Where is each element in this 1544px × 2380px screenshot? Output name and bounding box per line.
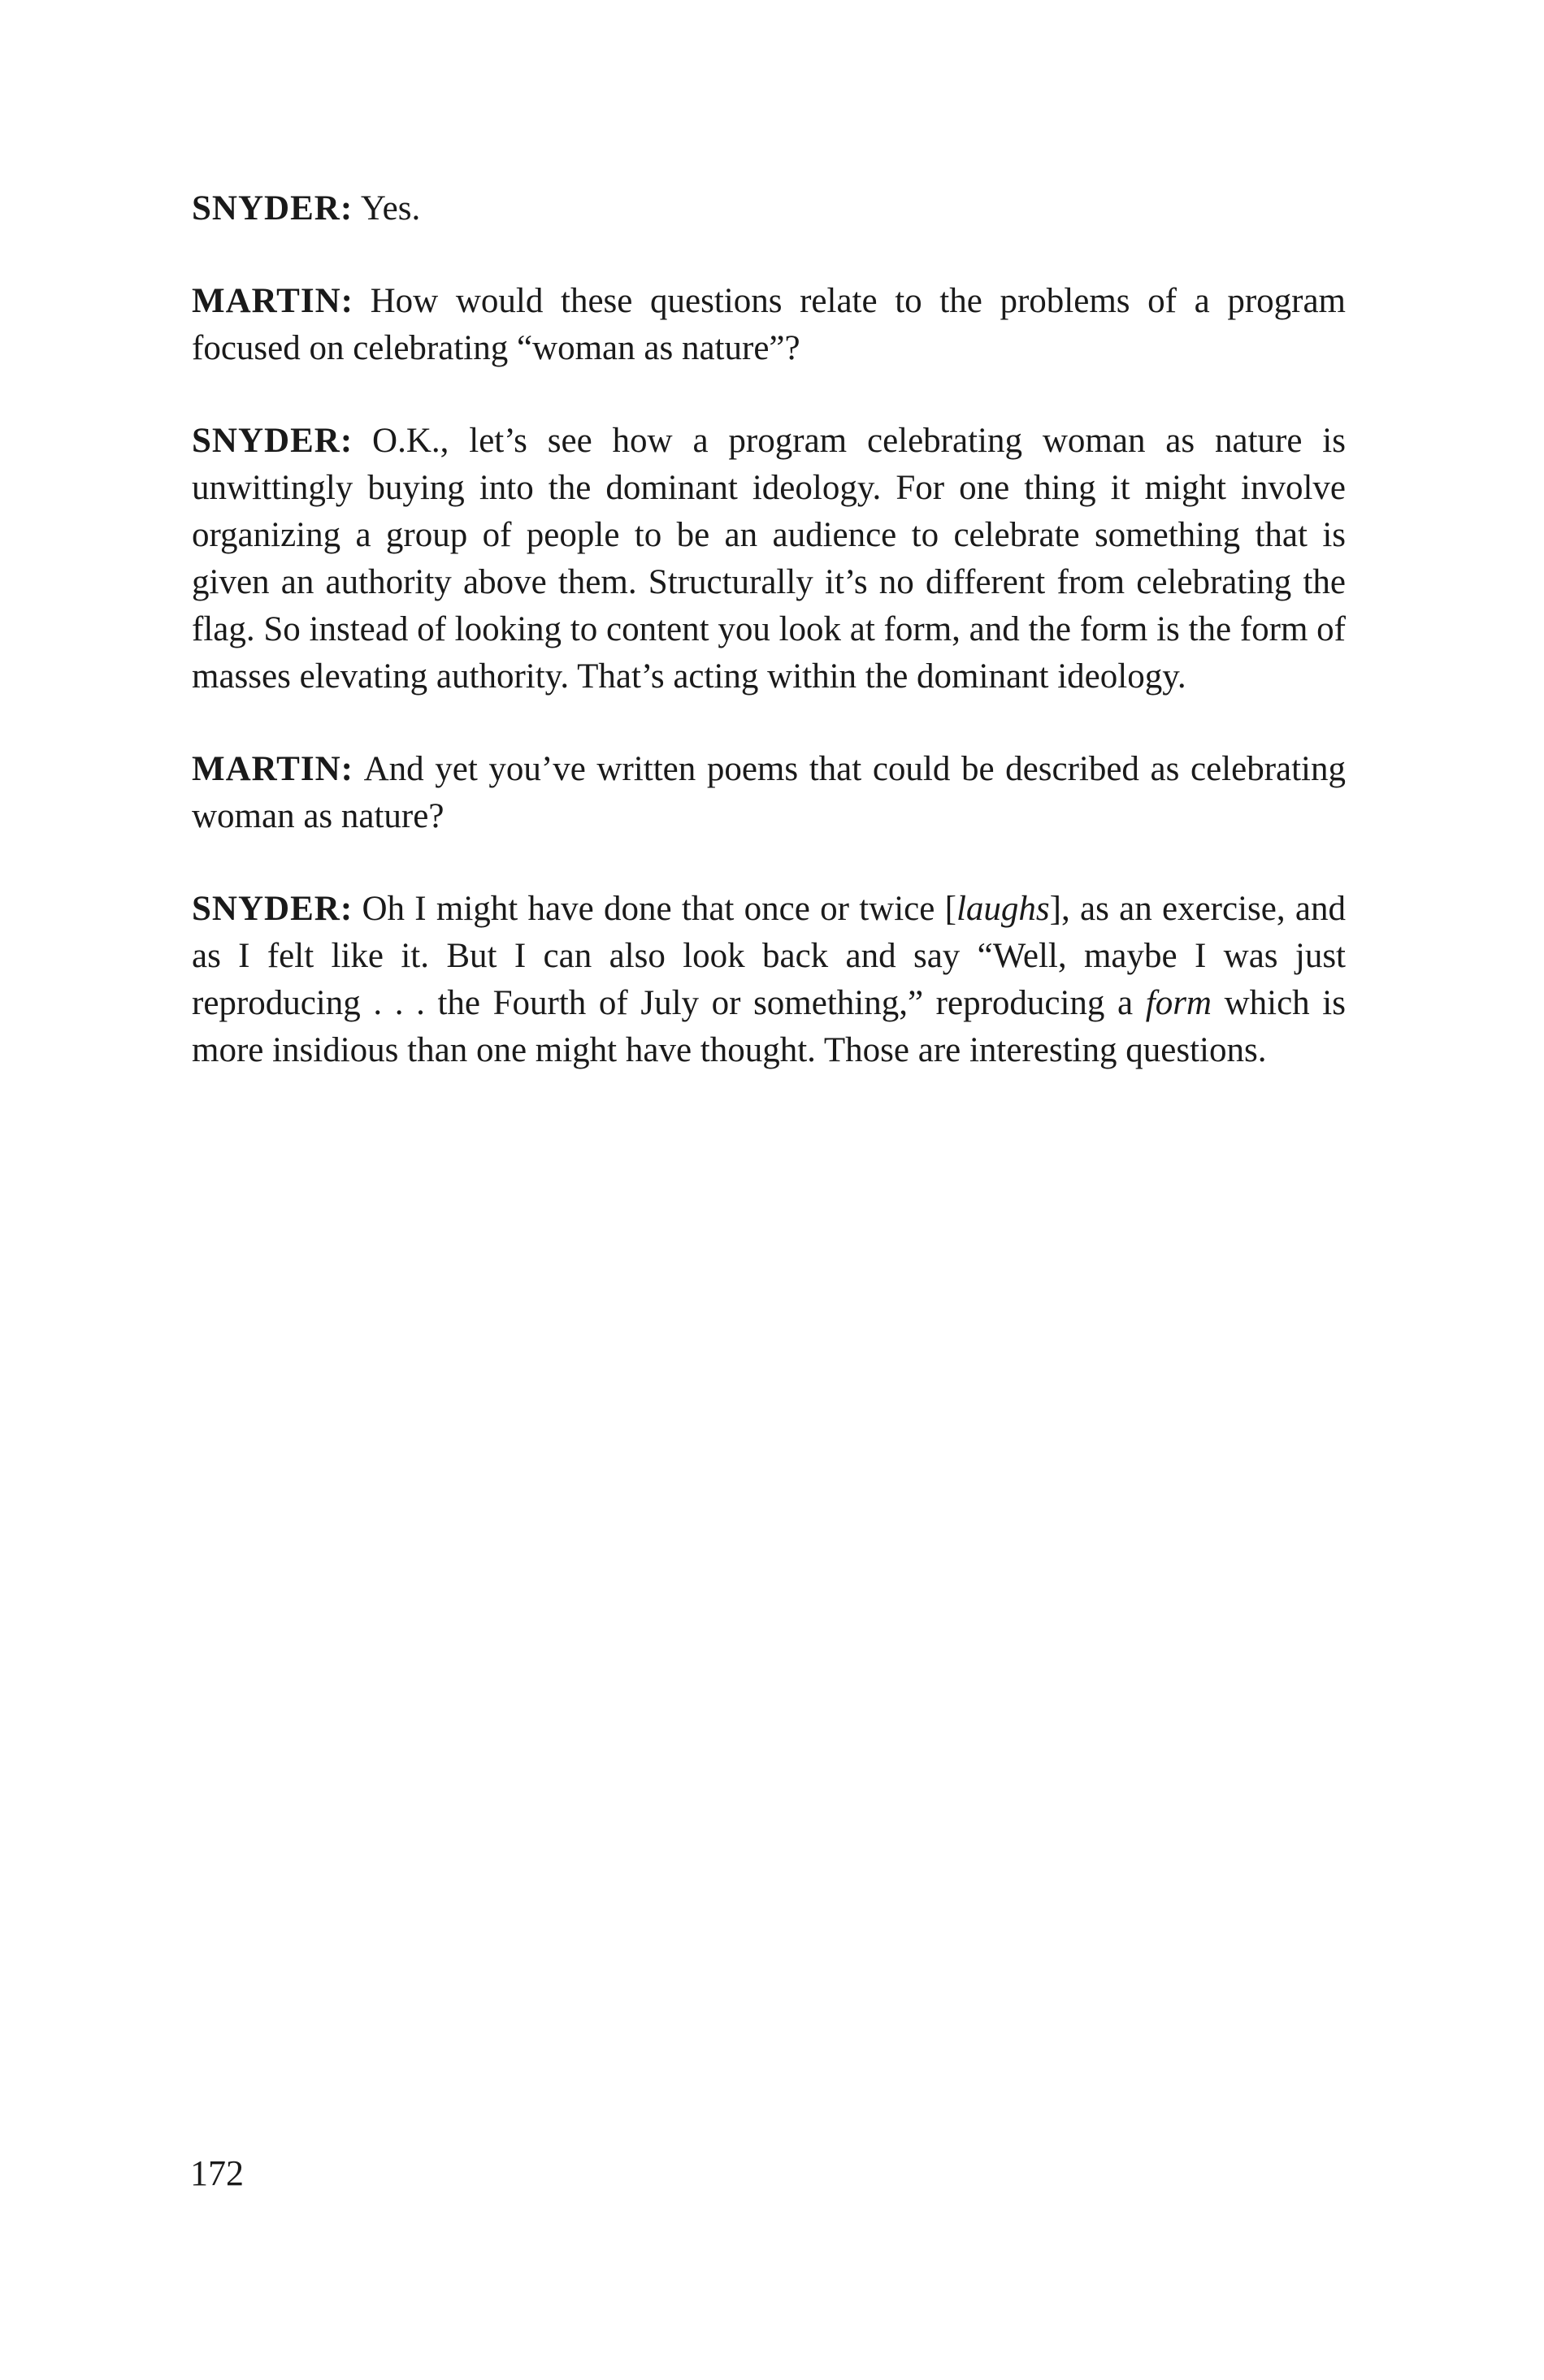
speaker-separator: : bbox=[340, 189, 361, 228]
speaker-separator: : bbox=[340, 890, 362, 928]
exchange-martin-followup bbox=[192, 746, 1346, 840]
exchange-text: Yes. bbox=[360, 189, 421, 228]
exchange-text: O.K., let’s see how a program celebrating woman as nature is unwittingly buying into the dominant ideology. For one thing it might involve organizing a group of people to be an audience to celebrate something that is given an authority above them. Structurally it’s no different from celebrating the flag. So instead of looking to content you look at form, and the form is the form of masses elevating authority. That’s acting within the dominant ideology. bbox=[192, 422, 1346, 696]
exchange-text: ], as an exercise, and as I felt like it. But I can also look back and say “Well, maybe I was just reproducing . . . the Fourth of July or something,” reproducing a bbox=[192, 890, 1346, 1022]
page-body bbox=[192, 185, 1346, 1120]
exchange-text: which is more insidious than one might have thought. Those are interesting questions. bbox=[192, 984, 1346, 1069]
exchange-martin-question bbox=[192, 278, 1346, 372]
exchange-snyder-yes bbox=[192, 185, 1346, 232]
speaker-separator: : bbox=[340, 282, 371, 320]
speaker-separator: : bbox=[340, 422, 373, 460]
exchange-text: Oh I might have done that once or twice [ bbox=[362, 890, 956, 928]
emphasized-word: form bbox=[1145, 984, 1212, 1022]
exchange-snyder-answer bbox=[192, 418, 1346, 700]
page-number: 172 bbox=[190, 2153, 244, 2193]
speaker-label: SNYDER bbox=[192, 189, 340, 228]
speaker-label: MARTIN bbox=[192, 282, 341, 320]
stage-direction: laughs bbox=[956, 890, 1050, 928]
speaker-label: MARTIN bbox=[192, 750, 341, 788]
speaker-label: SNYDER bbox=[192, 422, 340, 460]
speaker-label: SNYDER bbox=[192, 890, 340, 928]
exchange-text: And yet you’ve written poems that could be described as celebrating woman as nature? bbox=[192, 750, 1346, 835]
exchange-text: How would these questions relate to the problems of a program focused on celebrating “woman as nature”? bbox=[192, 282, 1346, 367]
speaker-separator: : bbox=[340, 750, 364, 788]
exchange-snyder-reflection bbox=[192, 886, 1346, 1074]
